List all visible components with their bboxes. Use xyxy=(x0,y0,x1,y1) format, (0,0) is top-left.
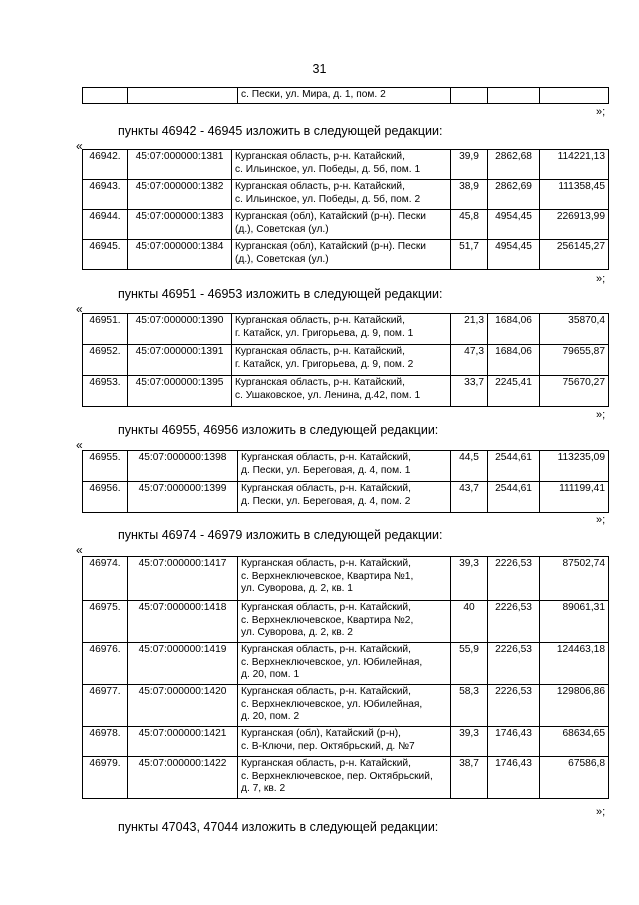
table-row xyxy=(83,757,609,799)
cell-area: 58,3 xyxy=(451,685,488,727)
cell-cadastral: 45:07:000000:1422 xyxy=(128,757,238,799)
close-mark: »; xyxy=(596,106,606,118)
cell-value: 75670,27 xyxy=(540,376,609,407)
address-line: Курганская область, р-н. Катайский, xyxy=(235,151,405,162)
cell-num: 46945. xyxy=(83,240,128,270)
cell-area: 40 xyxy=(451,601,488,643)
address-line: Курганская область, р-н. Катайский, xyxy=(235,181,405,192)
address-line: д. 20, пом. 1 xyxy=(241,669,300,680)
page-number: 31 xyxy=(312,62,327,76)
cell-area: 39,3 xyxy=(451,727,488,757)
address-line: г. Катайск, ул. Григорьева, д. 9, пом. 2 xyxy=(235,358,414,370)
cell-cadastral xyxy=(128,88,238,104)
address-line: (д.), Советская (ул.) xyxy=(235,223,329,235)
cell-num: 46956. xyxy=(83,482,128,513)
section-heading: пункты 46955, 46956 изложить в следующей редакции: xyxy=(118,423,439,437)
address-line: д. Пески, ул. Береговая, д. 4, пом. 2 xyxy=(241,495,411,507)
cell-num: 46978. xyxy=(83,727,128,757)
cell-num xyxy=(83,88,128,104)
cell-value: 35870,4 xyxy=(540,314,609,345)
cell-address xyxy=(232,210,451,240)
address-line: с. Верхнеключевское, Квартира №1, xyxy=(241,570,414,582)
cell-cadastral: 45:07:000000:1398 xyxy=(128,451,238,482)
cell-rate: 1746,43 xyxy=(488,757,540,799)
cell-rate: 2226,53 xyxy=(488,685,540,727)
address-line: Курганская область, р-н. Катайский, xyxy=(241,758,411,769)
address-line: Курганская область, р-н. Катайский, xyxy=(241,452,411,463)
table-row xyxy=(83,345,609,376)
cell-area: 44,5 xyxy=(451,451,488,482)
cell-value: 87502,74 xyxy=(540,557,609,601)
cell-rate: 2226,53 xyxy=(488,643,540,685)
address-line: Курганская область, р-н. Катайский, xyxy=(241,644,411,655)
cell-rate: 2245,41 xyxy=(488,376,540,407)
cell-value: 113235,09 xyxy=(540,451,609,482)
table-row xyxy=(83,240,609,270)
address-line: д. 7, кв. 2 xyxy=(241,783,286,794)
cell-address xyxy=(238,757,451,799)
cell-area: 51,7 xyxy=(451,240,488,270)
address-line: Курганская область, р-н. Катайский, xyxy=(235,377,405,388)
cell-num: 46952. xyxy=(83,345,128,376)
cell-rate: 2862,68 xyxy=(488,150,540,180)
address-line: с. Верхнеключевское, ул. Юбилейная, xyxy=(241,698,423,710)
address-line: Курганская область, р-н. Катайский, xyxy=(241,686,411,697)
cell-value: 226913,99 xyxy=(540,210,609,240)
section-heading: пункты 46942 - 46945 изложить в следующей редакции: xyxy=(118,124,443,138)
cell-cadastral: 45:07:000000:1381 xyxy=(128,150,232,180)
cell-value: 114221,13 xyxy=(540,150,609,180)
table-row xyxy=(83,601,609,643)
cell-area xyxy=(451,88,488,104)
cell-area: 21,3 xyxy=(451,314,488,345)
cell-address xyxy=(238,685,451,727)
address-line: с. Ильинское, ул. Победы, д. 5б, пом. 1 xyxy=(235,163,421,175)
close-mark: »; xyxy=(596,514,606,526)
cell-area: 38,7 xyxy=(451,757,488,799)
cell-area: 39,3 xyxy=(451,557,488,601)
cell-value: 124463,18 xyxy=(540,643,609,685)
cell-num: 46953. xyxy=(83,376,128,407)
cell-value: 256145,27 xyxy=(540,240,609,270)
address-line: с. Верхнеключевское, пер. Октябрьский, xyxy=(241,770,433,782)
table-row xyxy=(83,180,609,210)
address-line: ул. Суворова, д. 2, кв. 2 xyxy=(241,627,353,638)
cell-area: 55,9 xyxy=(451,643,488,685)
table-row xyxy=(83,150,609,180)
cell-address xyxy=(238,482,451,513)
section-heading: пункты 47043, 47044 изложить в следующей редакции: xyxy=(118,820,439,834)
cell-rate: 2544,61 xyxy=(488,482,540,513)
cell-value: 79655,87 xyxy=(540,345,609,376)
section3-table xyxy=(82,450,609,513)
address-line: Курганская (обл), Катайский (р-н). Пески xyxy=(235,241,426,252)
cell-num: 46974. xyxy=(83,557,128,601)
cell-rate: 4954,45 xyxy=(488,210,540,240)
address-line: Курганская область, р-н. Катайский, xyxy=(241,558,411,569)
open-quote: « xyxy=(76,543,83,557)
cell-address xyxy=(232,345,451,376)
cell-value: 111358,45 xyxy=(540,180,609,210)
cell-num: 46977. xyxy=(83,685,128,727)
continuation-table xyxy=(82,87,609,104)
address-line: ул. Суворова, д. 2, кв. 1 xyxy=(241,583,353,594)
cell-num: 46979. xyxy=(83,757,128,799)
cell-num: 46976. xyxy=(83,643,128,685)
address-line: с. Ушаковское, ул. Ленина, д.42, пом. 1 xyxy=(235,389,421,401)
close-mark: »; xyxy=(596,806,606,818)
table-row xyxy=(83,314,609,345)
cell-area: 47,3 xyxy=(451,345,488,376)
cell-num: 46943. xyxy=(83,180,128,210)
cell-rate: 2226,53 xyxy=(488,601,540,643)
address-line: д. Пески, ул. Береговая, д. 4, пом. 1 xyxy=(241,464,411,476)
cell-rate: 2544,61 xyxy=(488,451,540,482)
cell-value: 129806,86 xyxy=(540,685,609,727)
cell-rate: 1684,06 xyxy=(488,314,540,345)
cell-cadastral: 45:07:000000:1421 xyxy=(128,727,238,757)
cell-area: 45,8 xyxy=(451,210,488,240)
cell-value: 68634,65 xyxy=(540,727,609,757)
table-row xyxy=(83,451,609,482)
cell-rate: 1684,06 xyxy=(488,345,540,376)
address-line: Курганская (обл), Катайский (р-н), xyxy=(241,728,401,739)
cell-cadastral: 45:07:000000:1418 xyxy=(128,601,238,643)
cell-address: с. Пески, ул. Мира, д. 1, пом. 2 xyxy=(238,88,451,104)
cell-address xyxy=(232,150,451,180)
table-row xyxy=(83,88,609,104)
cell-rate: 1746,43 xyxy=(488,727,540,757)
cell-area: 39,9 xyxy=(451,150,488,180)
cell-value: 111199,41 xyxy=(540,482,609,513)
cell-address xyxy=(232,240,451,270)
cell-address xyxy=(232,314,451,345)
table-row xyxy=(83,482,609,513)
address-line: Курганская область, р-н. Катайский, xyxy=(241,602,411,613)
address-line: Курганская область, р-н. Катайский, xyxy=(235,346,405,357)
address-line: Курганская (обл), Катайский (р-н). Пески xyxy=(235,211,426,222)
cell-address xyxy=(238,451,451,482)
cell-address xyxy=(238,727,451,757)
table-row xyxy=(83,727,609,757)
close-mark: »; xyxy=(596,273,606,285)
address-line: с. Ильинское, ул. Победы, д. 5б, пом. 2 xyxy=(235,193,421,205)
address-line: Курганская область, р-н. Катайский, xyxy=(241,483,411,494)
cell-cadastral: 45:07:000000:1417 xyxy=(128,557,238,601)
table-row xyxy=(83,210,609,240)
address-line: (д.), Советская (ул.) xyxy=(235,253,329,265)
cell-area: 33,7 xyxy=(451,376,488,407)
open-quote: « xyxy=(76,139,83,153)
cell-rate: 4954,45 xyxy=(488,240,540,270)
cell-address xyxy=(238,643,451,685)
cell-cadastral: 45:07:000000:1420 xyxy=(128,685,238,727)
cell-num: 46975. xyxy=(83,601,128,643)
cell-cadastral: 45:07:000000:1419 xyxy=(128,643,238,685)
cell-cadastral: 45:07:000000:1399 xyxy=(128,482,238,513)
address-line: г. Катайск, ул. Григорьева, д. 9, пом. 1 xyxy=(235,327,414,339)
section1-table xyxy=(82,149,609,270)
address-line: с. В-Ключи, пер. Октябрьский, д. №7 xyxy=(241,740,415,752)
cell-cadastral: 45:07:000000:1391 xyxy=(128,345,232,376)
close-mark: »; xyxy=(596,409,606,421)
open-quote: « xyxy=(76,438,83,452)
cell-rate: 2226,53 xyxy=(488,557,540,601)
cell-value: 67586,8 xyxy=(540,757,609,799)
cell-num: 46944. xyxy=(83,210,128,240)
cell-address xyxy=(238,601,451,643)
cell-cadastral: 45:07:000000:1384 xyxy=(128,240,232,270)
section-heading: пункты 46951 - 46953 изложить в следующей редакции: xyxy=(118,287,443,301)
section-heading: пункты 46974 - 46979 изложить в следующей редакции: xyxy=(118,528,443,542)
section4-table xyxy=(82,556,609,799)
cell-address xyxy=(232,180,451,210)
cell-cadastral: 45:07:000000:1395 xyxy=(128,376,232,407)
address-line: д. 20, пом. 2 xyxy=(241,711,300,722)
cell-value: 89061,31 xyxy=(540,601,609,643)
cell-rate xyxy=(488,88,540,104)
cell-cadastral: 45:07:000000:1382 xyxy=(128,180,232,210)
table-row xyxy=(83,376,609,407)
table-row xyxy=(83,643,609,685)
address-line: с. Верхнеключевское, ул. Юбилейная, xyxy=(241,656,423,668)
cell-area: 38,9 xyxy=(451,180,488,210)
cell-address xyxy=(232,376,451,407)
table-row xyxy=(83,557,609,601)
cell-area: 43,7 xyxy=(451,482,488,513)
cell-num: 46951. xyxy=(83,314,128,345)
cell-num: 46955. xyxy=(83,451,128,482)
cell-cadastral: 45:07:000000:1390 xyxy=(128,314,232,345)
cell-cadastral: 45:07:000000:1383 xyxy=(128,210,232,240)
cell-value xyxy=(540,88,609,104)
cell-num: 46942. xyxy=(83,150,128,180)
table-row xyxy=(83,685,609,727)
address-line: с. Верхнеключевское, Квартира №2, xyxy=(241,614,414,626)
section2-table xyxy=(82,313,609,407)
open-quote: « xyxy=(76,302,83,316)
cell-rate: 2862,69 xyxy=(488,180,540,210)
address-line: Курганская область, р-н. Катайский, xyxy=(235,315,405,326)
cell-address xyxy=(238,557,451,601)
